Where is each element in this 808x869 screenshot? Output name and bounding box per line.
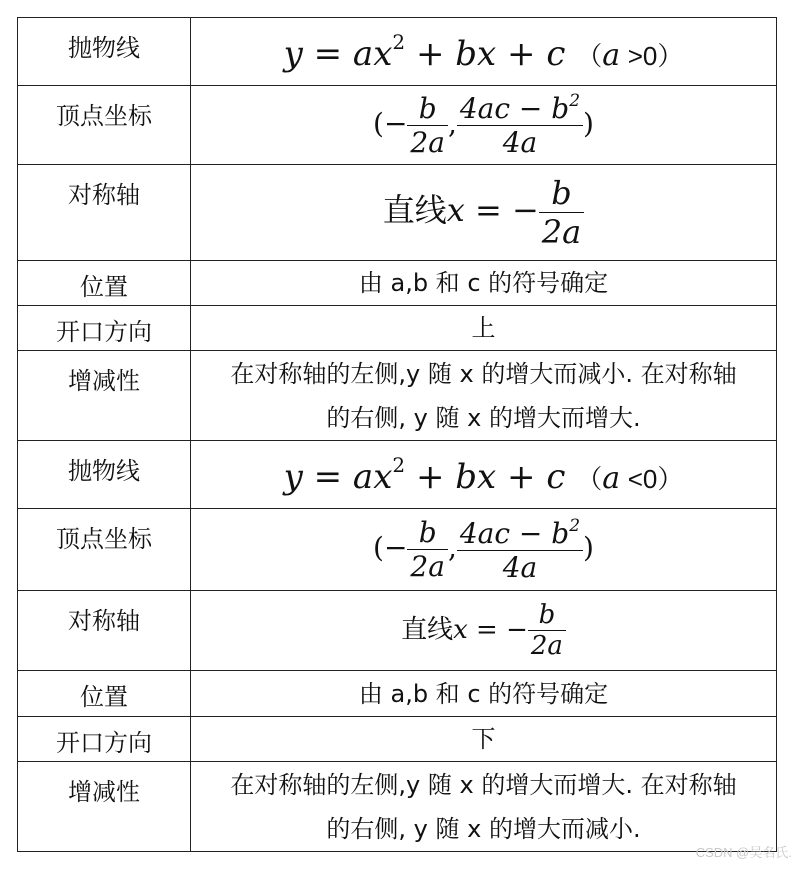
minus-sign: − bbox=[383, 106, 408, 140]
monotonicity-line-1: 在对称轴的左侧,y 随 x 的增大而增大. 在对称轴 bbox=[230, 770, 737, 799]
paren-close: ) bbox=[583, 531, 594, 564]
table-row bbox=[18, 762, 777, 852]
denominator: 2a bbox=[530, 631, 563, 661]
math-c: c bbox=[546, 33, 566, 74]
math-x: x bbox=[373, 456, 393, 497]
math-a: a bbox=[352, 33, 374, 74]
math-plus: + bbox=[415, 33, 445, 74]
row-label-monotonicity: 增减性 bbox=[18, 351, 191, 441]
denominator: 4a bbox=[502, 126, 538, 159]
condition-paren-close: ） bbox=[657, 40, 684, 71]
table-row bbox=[18, 441, 777, 509]
table-row bbox=[18, 351, 777, 441]
numerator: b bbox=[528, 600, 566, 631]
numerator bbox=[457, 516, 583, 551]
minus-sign: − bbox=[383, 531, 408, 564]
row-label-axis: 对称轴 bbox=[18, 591, 191, 671]
table-row bbox=[18, 671, 777, 717]
axis-formula-down bbox=[191, 591, 777, 671]
position-value-down: 由 a,b 和 c 的符号确定 bbox=[191, 671, 777, 717]
numerator-main: 4ac − b bbox=[459, 92, 570, 125]
table-row bbox=[18, 18, 777, 86]
row-label-opening: 开口方向 bbox=[18, 717, 191, 762]
math-x: x bbox=[453, 614, 468, 645]
math-b: b bbox=[455, 456, 478, 497]
math-eq: = bbox=[313, 456, 343, 497]
condition-var: a bbox=[602, 460, 621, 496]
row-label-position: 位置 bbox=[18, 261, 191, 306]
fraction-b-over-2a bbox=[407, 92, 448, 159]
condition-paren-open: （ bbox=[576, 40, 603, 71]
condition-relation: <0 bbox=[627, 463, 658, 494]
math-x: x bbox=[373, 33, 393, 74]
table-row bbox=[18, 306, 777, 351]
table-row bbox=[18, 165, 777, 261]
row-label-monotonicity: 增减性 bbox=[18, 762, 191, 852]
fraction-4ac-b2-over-4a bbox=[457, 91, 583, 159]
table-row bbox=[18, 86, 777, 165]
numerator-exponent: 2 bbox=[569, 515, 581, 536]
fraction-b-over-2a bbox=[528, 600, 566, 661]
comma: , bbox=[447, 531, 457, 564]
row-label-position: 位置 bbox=[18, 671, 191, 717]
numerator: b bbox=[407, 92, 448, 126]
watermark: CSDN @吴名氏. bbox=[695, 845, 792, 860]
condition-var: a bbox=[602, 37, 621, 73]
math-eq: = bbox=[313, 33, 343, 74]
row-label-axis: 对称轴 bbox=[18, 165, 191, 261]
monotonicity-value-up bbox=[191, 351, 777, 441]
vertex-formula-down bbox=[191, 509, 777, 591]
parabola-properties-table bbox=[17, 17, 777, 852]
math-eq: = bbox=[476, 614, 498, 645]
opening-value-up: 上 bbox=[191, 306, 777, 351]
paren-open: ( bbox=[373, 531, 384, 564]
math-c: c bbox=[546, 456, 566, 497]
math-y: y bbox=[283, 456, 303, 497]
comma: , bbox=[447, 106, 457, 140]
vertex-formula-up bbox=[191, 86, 777, 165]
math-x: x bbox=[446, 191, 465, 229]
math-plus: + bbox=[507, 456, 536, 497]
denominator: 4a bbox=[502, 550, 538, 584]
monotonicity-line-1: 在对称轴的左侧,y 随 x 的增大而减小. 在对称轴 bbox=[230, 359, 737, 388]
axis-formula-up bbox=[191, 165, 777, 261]
numerator-main: 4ac − b bbox=[459, 516, 570, 550]
math-exponent: 2 bbox=[392, 452, 406, 477]
minus-sign: − bbox=[511, 191, 539, 229]
fraction-b-over-2a bbox=[539, 174, 584, 251]
table-row bbox=[18, 591, 777, 671]
denominator: 2a bbox=[541, 213, 582, 251]
fraction-4ac-b2-over-4a bbox=[457, 516, 583, 584]
numerator: b bbox=[407, 516, 448, 550]
math-x: x bbox=[477, 33, 497, 74]
monotonicity-line-2: 的右侧, y 随 x 的增大而减小. bbox=[326, 814, 641, 843]
math-x: x bbox=[477, 456, 497, 497]
math-b: b bbox=[455, 33, 478, 74]
denominator: 2a bbox=[410, 125, 445, 159]
numerator: b bbox=[539, 174, 584, 213]
numerator-exponent: 2 bbox=[569, 91, 581, 111]
condition-relation: >0 bbox=[627, 40, 658, 71]
parabola-formula-up bbox=[191, 18, 777, 86]
paren-open: ( bbox=[373, 106, 384, 140]
monotonicity-line-2: 的右侧, y 随 x 的增大而增大. bbox=[326, 403, 641, 432]
position-value-up: 由 a,b 和 c 的符号确定 bbox=[191, 261, 777, 306]
axis-prefix: 直线 bbox=[382, 191, 447, 229]
row-label-parabola: 抛物线 bbox=[18, 18, 191, 86]
math-plus: + bbox=[507, 33, 536, 74]
math-eq: = bbox=[475, 191, 502, 229]
minus-sign: − bbox=[506, 614, 528, 645]
row-label-parabola: 抛物线 bbox=[18, 441, 191, 509]
table-row bbox=[18, 261, 777, 306]
row-label-vertex: 顶点坐标 bbox=[18, 86, 191, 165]
monotonicity-value-down bbox=[191, 762, 777, 852]
table-row bbox=[18, 717, 777, 762]
row-label-opening: 开口方向 bbox=[18, 306, 191, 351]
parabola-formula-down bbox=[191, 441, 777, 509]
table-row bbox=[18, 509, 777, 591]
math-y: y bbox=[283, 33, 303, 74]
math-plus: + bbox=[415, 456, 445, 497]
fraction-b-over-2a bbox=[407, 516, 448, 583]
math-a: a bbox=[352, 456, 374, 497]
math-exponent: 2 bbox=[392, 29, 406, 54]
axis-prefix: 直线 bbox=[401, 614, 454, 645]
paren-close: ) bbox=[583, 106, 594, 140]
condition-paren-open: （ bbox=[576, 463, 603, 494]
opening-value-down: 下 bbox=[191, 717, 777, 762]
condition-paren-close: ） bbox=[657, 463, 684, 494]
numerator bbox=[457, 91, 583, 126]
denominator: 2a bbox=[410, 550, 445, 583]
row-label-vertex: 顶点坐标 bbox=[18, 509, 191, 591]
